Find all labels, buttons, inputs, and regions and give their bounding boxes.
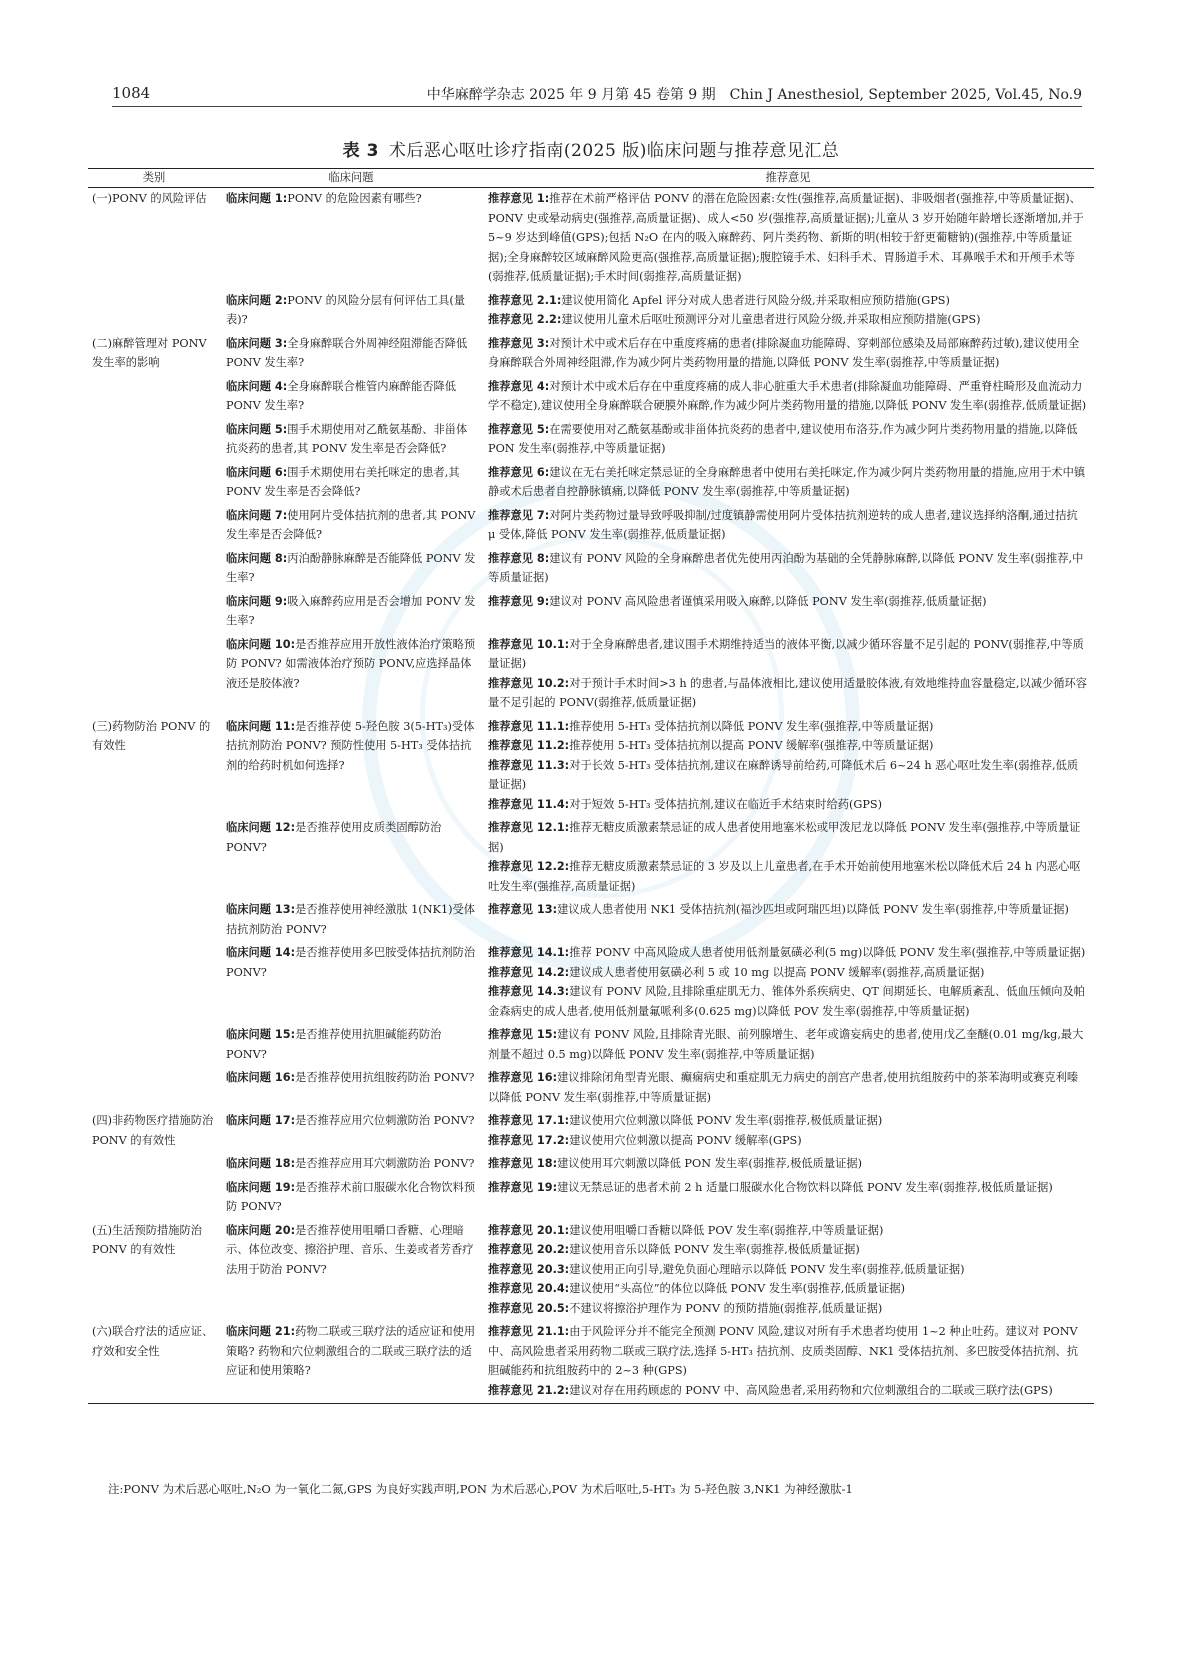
recommendation-item xyxy=(488,756,1088,795)
table-row xyxy=(88,419,1094,462)
recommendation-label: 推荐意见 20.1: xyxy=(488,1223,570,1237)
recommendation-text: 建议使用儿童术后呕吐预测评分对儿童患者进行风险分级,并采取相应预防措施(GPS) xyxy=(561,313,981,326)
recommendation-item xyxy=(488,717,1088,737)
clinical-question-cell xyxy=(220,716,482,818)
table-caption: 术后恶心呕吐诊疗指南(2025 版)临床问题与推荐意见汇总 xyxy=(388,141,840,161)
recommendation-text: 推荐 PONV 中高风险成人患者使用低剂量氨磺必利(5 mg)以降低 PONV 发生率(强推荐,中等质量证据) xyxy=(569,946,1086,959)
recommendation-item xyxy=(488,310,1088,330)
recommendation-item xyxy=(488,1240,1088,1260)
recommendation-label: 推荐意见 21.1: xyxy=(488,1325,570,1338)
question-text: 是否推荐使用神经激肽 1(NK1)受体拮抗剂防治 PONV? xyxy=(226,903,475,936)
recommendation-item xyxy=(488,963,1088,983)
recommendation-text: 建议使用穴位刺激以提高 PONV 缓解率(GPS) xyxy=(569,1133,802,1147)
question-text: 是否推荐使用咀嚼口香糖、心理暗示、体位改变、擦浴护理、音乐、生姜或者芳香疗法用于防治 PONV? xyxy=(226,1223,474,1276)
table-row xyxy=(88,188,1094,290)
category-cell: (二)麻醉管理对 PONV 发生率的影响 xyxy=(92,336,207,369)
question-text: 使用阿片受体拮抗剂的患者,其 PONV 发生率是否会降低? xyxy=(226,508,476,541)
recommendation-item xyxy=(488,334,1088,373)
recommendation-cell xyxy=(482,505,1094,548)
recommendation-item xyxy=(488,1068,1088,1107)
recommendation-text: 推荐使用 5-HT₃ 受体拮抗剂以降低 PONV 发生率(强推荐,中等质量证据) xyxy=(569,719,934,733)
recommendation-label: 推荐意见 20.2: xyxy=(488,1243,570,1256)
recommendation-item xyxy=(488,674,1088,713)
recommendation-cell xyxy=(482,817,1094,899)
recommendation-item xyxy=(488,1221,1088,1241)
recommendation-item xyxy=(488,189,1088,287)
recommendation-label: 推荐意见 17.1: xyxy=(488,1114,570,1127)
recommendation-text: 建议无禁忌证的患者术前 2 h 适量口服碳水化合物饮料以降低 PONV 发生率(弱推荐,极低质量证据) xyxy=(557,1180,1053,1194)
clinical-question-cell xyxy=(220,899,482,942)
header-category: 类别 xyxy=(142,171,166,184)
clinical-question-cell xyxy=(220,505,482,548)
recommendation-label: 推荐意见 14.3: xyxy=(488,985,570,998)
category-cell: (三)药物防治 PONV 的有效性 xyxy=(92,719,211,752)
recommendation-text: 推荐在术前严格评估 PONV 的潜在危险因素:女性(强推荐,高质量证据)、非吸烟者(强推荐,中等质量证据)、PONV 史或晕动病史(强推荐,高质量证据)、成人<50 岁(强推荐,高质量证据);儿童从 3 岁开始随年龄增长逐渐增加,并于 5~9 岁达到峰值(GPS);包括 N₂O 在内的吸入麻醉药、阿片类药物、新斯的明(相较于舒更葡糖钠)(强推荐,中等质量证据);全身麻醉较区域麻醉风险更高(强推荐,高质量证据);腹腔镜手术、妇科手术、胃肠道手术、耳鼻喉手术和开颅手术等(弱推荐,低质量证据);手术时间(弱推荐,高质量证据) xyxy=(488,192,1084,283)
recommendation-text: 建议对存在用药顾虑的 PONV 中、高风险患者,采用药物和穴位刺激组合的二联或三联疗法(GPS) xyxy=(569,1383,1053,1397)
recommendation-label: 推荐意见 15: xyxy=(488,1028,558,1041)
question-label: 临床问题 17: xyxy=(226,1114,296,1127)
recommendation-label: 推荐意见 10.2: xyxy=(488,676,570,690)
journal-citation: 中华麻醉学杂志 2025 年 9 月第 45 卷第 9 期 Chin J Anesthesiol, September 2025, Vol.45, No.9 xyxy=(426,87,1082,103)
table-row xyxy=(88,333,1094,376)
recommendation-label: 推荐意见 20.5: xyxy=(488,1301,570,1315)
recommendation-label: 推荐意见 6: xyxy=(488,465,550,479)
table-row xyxy=(88,505,1094,548)
question-label: 临床问题 15: xyxy=(226,1028,296,1041)
recommendation-label: 推荐意见 1: xyxy=(488,192,550,205)
category-cell xyxy=(88,1177,220,1220)
recommendation-text: 建议在无右美托咪定禁忌证的全身麻醉患者中使用右美托咪定,作为减少阿片类药物用量的措施,应用于术中镇静或术后患者自控静脉镇痛,以降低 PONV 发生率(弱推荐,中等质量证据) xyxy=(488,465,1086,498)
recommendation-item xyxy=(488,549,1088,588)
category-cell xyxy=(88,591,220,634)
recommendation-text: 对预计术中或术后存在中重度疼痛的成人非心脏重大手术患者(排除凝血功能障碍、严重脊柱畸形及血流动力学不稳定),建议使用全身麻醉联合硬膜外麻醉,作为减少阿片类药物用量的措施,以降低 PONV 发生率(弱推荐,低质量证据) xyxy=(488,379,1087,412)
table-title xyxy=(0,136,1182,161)
recommendation-item xyxy=(488,857,1088,896)
recommendation-item xyxy=(488,795,1088,815)
category-cell xyxy=(88,505,220,548)
recommendation-item xyxy=(488,1279,1088,1299)
recommendation-label: 推荐意见 2.2: xyxy=(488,313,562,326)
question-text: 是否推荐使用抗组胺药防治 PONV? xyxy=(295,1071,475,1084)
table-row xyxy=(88,1177,1094,1220)
question-text: 是否推荐使 5-羟色胺 3(5-HT₃)受体拮抗剂防治 PONV? 预防性使用 5-HT₃ 受体拮抗剂的给药时机如何选择? xyxy=(226,719,475,772)
recommendation-cell xyxy=(482,333,1094,376)
question-label: 临床问题 18: xyxy=(226,1157,296,1170)
header-recommendation: 推荐意见 xyxy=(765,171,811,184)
recommendation-item xyxy=(488,900,1088,920)
question-label: 临床问题 2: xyxy=(226,293,288,307)
question-text: 丙泊酚静脉麻醉是否能降低 PONV 发生率? xyxy=(226,551,476,584)
recommendation-item xyxy=(488,463,1088,502)
recommendation-cell xyxy=(482,1024,1094,1067)
question-text: 全身麻醉联合椎管内麻醉能否降低 PONV 发生率? xyxy=(226,379,457,412)
recommendation-label: 推荐意见 12.1: xyxy=(488,821,570,834)
table-row xyxy=(88,1220,1094,1322)
recommendation-text: 对预计术中或术后存在中重度疼痛的患者(排除凝血功能障碍、穿刺部位感染及局部麻醉药过敏),建议使用全身麻醉联合外周神经阻滞,作为减少阿片类药物用量的措施,以降低 PONV 发生率(弱推荐,中等质量证据) xyxy=(488,336,1080,369)
recommendation-cell xyxy=(482,419,1094,462)
recommendation-text: 在需要使用对乙酰氨基酚或非甾体抗炎药的患者中,建议使用布洛芬,作为减少阿片类药物用量的措施,以降低 PON 发生率(弱推荐,中等质量证据) xyxy=(488,422,1078,455)
recommendation-cell xyxy=(482,942,1094,1024)
table-row xyxy=(88,1321,1094,1404)
question-label: 临床问题 21: xyxy=(226,1325,296,1338)
table-footnote: 注:PONV 为术后恶心呕吐,N₂O 为一氧化二氮,GPS 为良好实践声明,PON 为术后恶心,POV 为术后呕吐,5-HT₃ 为 5-羟色胺 3,NK1 为神经激肽-1 xyxy=(108,1482,853,1496)
recommendation-text: 对于短效 5-HT₃ 受体拮抗剂,建议在临近手术结束时给药(GPS) xyxy=(569,797,882,811)
category-cell xyxy=(88,462,220,505)
recommendation-item xyxy=(488,1111,1088,1131)
table-header-row xyxy=(88,169,1094,188)
recommendation-label: 推荐意见 7: xyxy=(488,508,550,522)
category-cell xyxy=(88,1024,220,1067)
recommendation-text: 建议有 PONV 风险的全身麻醉患者优先使用丙泊酚为基础的全凭静脉麻醉,以降低 PONV 发生率(弱推荐,中等质量证据) xyxy=(488,551,1084,584)
question-text: 全身麻醉联合外周神经阻滞能否降低 PONV 发生率? xyxy=(226,336,468,369)
table-row xyxy=(88,1153,1094,1177)
recommendation-text: 建议排除闭角型青光眼、癫痫病史和重症肌无力病史的剖宫产患者,使用抗组胺药中的茶苯海明或赛克利嗪以降低 PONV 发生率(弱推荐,中等质量证据) xyxy=(488,1071,1079,1104)
recommendation-item xyxy=(488,1322,1088,1381)
recommendation-text: 对阿片类药物过量导致呼吸抑制/过度镇静需使用阿片受体拮抗剂逆转的成人患者,建议选择纳洛酮,通过拮抗 μ 受体,降低 PONV 发生率(弱推荐,低质量证据) xyxy=(488,508,1078,541)
clinical-question-cell xyxy=(220,376,482,419)
question-label: 临床问题 14: xyxy=(226,946,296,959)
clinical-question-cell xyxy=(220,462,482,505)
question-label: 临床问题 13: xyxy=(226,903,296,916)
recommendation-item xyxy=(488,377,1088,416)
recommendation-item xyxy=(488,1381,1088,1401)
recommendation-item xyxy=(488,291,1088,311)
recommendation-text: 对于预计手术时间>3 h 的患者,与晶体液相比,建议使用适量胶体液,有效地维持血容量稳定,以减少循环容量不足引起的 PONV(弱推荐,低质量证据) xyxy=(488,676,1087,709)
clinical-question-cell xyxy=(220,333,482,376)
table-row xyxy=(88,1110,1094,1153)
recommendation-cell xyxy=(482,716,1094,818)
category-cell: (四)非药物医疗措施防治 PONV 的有效性 xyxy=(92,1114,214,1147)
clinical-question-cell xyxy=(220,290,482,333)
recommendation-text: 推荐无糖皮质激素禁忌证的 3 岁及以上儿童患者,在手术开始前使用地塞米松以降低术后 24 h 内恶心呕吐发生率(强推荐,高质量证据) xyxy=(488,860,1081,893)
recommendation-label: 推荐意见 5: xyxy=(488,422,550,436)
recommendation-item xyxy=(488,736,1088,756)
recommendation-cell xyxy=(482,462,1094,505)
clinical-question-cell xyxy=(220,942,482,1024)
question-text: 是否推荐应用穴位刺激防治 PONV? xyxy=(295,1114,475,1127)
question-label: 临床问题 20: xyxy=(226,1223,296,1237)
category-cell xyxy=(88,1067,220,1110)
clinical-question-cell xyxy=(220,1067,482,1110)
recommendation-cell xyxy=(482,376,1094,419)
recommendation-cell xyxy=(482,1321,1094,1404)
category-cell xyxy=(88,290,220,333)
category-cell xyxy=(88,1153,220,1177)
recommendation-text: 对于长效 5-HT₃ 受体拮抗剂,建议在麻醉诱导前给药,可降低术后 6~24 h 恶心呕吐发生率(弱推荐,低质量证据) xyxy=(488,758,1079,791)
recommendation-text: 不建议将擦浴护理作为 PONV 的预防措施(弱推荐,低质量证据) xyxy=(569,1301,883,1315)
question-text: 是否推荐使用皮质类固醇防治 PONV? xyxy=(226,821,442,854)
table-row xyxy=(88,942,1094,1024)
clinical-question-cell xyxy=(220,634,482,716)
table-row xyxy=(88,899,1094,942)
clinical-question-cell xyxy=(220,1153,482,1177)
recommendation-text: 建议对 PONV 高风险患者谨慎采用吸入麻醉,以降低 PONV 发生率(弱推荐,低质量证据) xyxy=(549,594,987,608)
recommendation-label: 推荐意见 12.2: xyxy=(488,860,570,873)
question-label: 临床问题 16: xyxy=(226,1071,296,1084)
recommendation-item xyxy=(488,943,1088,963)
page-number: 1084 xyxy=(112,84,151,102)
question-text: 是否推荐术前口服碳水化合物饮料预防 PONV? xyxy=(226,1180,476,1213)
category-cell: (五)生活预防措施防治 PONV 的有效性 xyxy=(92,1223,203,1256)
question-text: 是否推荐使用抗胆碱能药防治 PONV? xyxy=(226,1028,442,1061)
table-row xyxy=(88,716,1094,818)
recommendation-label: 推荐意见 18: xyxy=(488,1157,558,1170)
table-row xyxy=(88,376,1094,419)
recommendation-item xyxy=(488,1178,1088,1198)
recommendation-item xyxy=(488,1131,1088,1151)
question-text: PONV 的危险因素有哪些? xyxy=(287,192,422,205)
recommendation-item xyxy=(488,420,1088,459)
question-text: 药物二联或三联疗法的适应证和使用策略? 药物和穴位刺激组合的二联或三联疗法的适应证和使用策略? xyxy=(226,1325,476,1377)
running-header xyxy=(112,84,1082,107)
recommendation-cell xyxy=(482,290,1094,333)
recommendation-label: 推荐意见 13: xyxy=(488,903,558,916)
recommendation-label: 推荐意见 3: xyxy=(488,336,550,350)
recommendation-item xyxy=(488,506,1088,545)
recommendation-label: 推荐意见 11.4: xyxy=(488,797,570,811)
clinical-question-cell xyxy=(220,591,482,634)
recommendation-text: 建议使用穴位刺激以降低 PONV 发生率(弱推荐,极低质量证据) xyxy=(569,1114,883,1127)
question-text: 围手术期使用右美托咪定的患者,其 PONV 发生率是否会降低? xyxy=(226,465,460,498)
recommendation-label: 推荐意见 20.4: xyxy=(488,1282,570,1295)
recommendation-label: 推荐意见 16: xyxy=(488,1071,558,1084)
recommendation-label: 推荐意见 9: xyxy=(488,594,550,608)
recommendation-text: 建议使用简化 Apfel 评分对成人患者进行风险分级,并采取相应预防措施(GPS) xyxy=(561,293,950,307)
clinical-question-cell xyxy=(220,1177,482,1220)
recommendation-text: 对于全身麻醉患者,建议围手术期维持适当的液体平衡,以减少循环容量不足引起的 PONV(弱推荐,中等质量证据) xyxy=(488,637,1084,670)
recommendation-text: 建议使用正向引导,避免负面心理暗示以降低 PONV 发生率(弱推荐,低质量证据) xyxy=(569,1262,965,1276)
recommendation-text: 建议使用音乐以降低 PONV 发生率(弱推荐,极低质量证据) xyxy=(569,1243,860,1256)
category-cell xyxy=(88,634,220,716)
question-label: 临床问题 19: xyxy=(226,1180,296,1194)
recommendation-text: 建议有 PONV 风险,且排除重症肌无力、锥体外系疾病史、QT 间期延长、电解质紊乱、低血压倾向及帕金森病史的成人患者,使用低剂量氟哌利多(0.625 mg)以降低 POV 发生率(弱推荐,中等质量证据) xyxy=(488,985,1085,1018)
recommendation-label: 推荐意见 11.3: xyxy=(488,758,570,772)
recommendation-cell xyxy=(482,634,1094,716)
question-text: PONV 的风险分层有何评估工具(量表)? xyxy=(226,293,465,326)
recommendation-text: 建议使用耳穴刺激以降低 PON 发生率(弱推荐,极低质量证据) xyxy=(557,1157,862,1170)
recommendation-cell xyxy=(482,1110,1094,1153)
table-row xyxy=(88,1024,1094,1067)
table-row xyxy=(88,817,1094,899)
category-cell xyxy=(88,899,220,942)
table-row xyxy=(88,591,1094,634)
recommendation-item xyxy=(488,635,1088,674)
clinical-question-cell xyxy=(220,1024,482,1067)
recommendation-item xyxy=(488,1260,1088,1280)
question-text: 是否推荐应用开放性液体治疗策略预防 PONV? 如需液体治疗预防 PONV,应选择晶体液还是胶体液? xyxy=(226,637,476,690)
clinical-question-cell xyxy=(220,419,482,462)
recommendation-text: 建议有 PONV 风险,且排除青光眼、前列腺增生、老年或谵妄病史的患者,使用戊乙奎醚(0.01 mg/kg,最大剂量不超过 0.5 mg)以降低 PONV 发生率(弱推荐,中等质量证据) xyxy=(488,1028,1084,1061)
recommendation-label: 推荐意见 11.2: xyxy=(488,739,570,752)
recommendation-label: 推荐意见 17.2: xyxy=(488,1133,570,1147)
table-row xyxy=(88,462,1094,505)
clinical-question-cell xyxy=(220,1220,482,1322)
recommendation-cell xyxy=(482,1177,1094,1220)
recommendation-text: 建议成人患者使用氨磺必利 5 或 10 mg 以提高 PONV 缓解率(弱推荐,高质量证据) xyxy=(569,965,985,979)
recommendation-label: 推荐意见 21.2: xyxy=(488,1383,570,1397)
recommendation-item xyxy=(488,592,1088,612)
recommendation-label: 推荐意见 14.2: xyxy=(488,965,570,979)
clinical-question-cell xyxy=(220,188,482,290)
question-label: 临床问题 3: xyxy=(226,336,288,350)
clinical-question-cell xyxy=(220,1110,482,1153)
question-label: 临床问题 11: xyxy=(226,719,296,733)
recommendations-table xyxy=(88,168,1094,1404)
recommendation-item xyxy=(488,1154,1088,1174)
question-label: 临床问题 1: xyxy=(226,192,288,205)
table-row xyxy=(88,1067,1094,1110)
category-cell xyxy=(88,419,220,462)
recommendation-label: 推荐意见 8: xyxy=(488,551,550,565)
question-label: 临床问题 7: xyxy=(226,508,288,522)
category-cell xyxy=(88,942,220,1024)
category-cell: (六)联合疗法的适应证、疗效和安全性 xyxy=(92,1325,214,1358)
question-text: 吸入麻醉药应用是否会增加 PONV 发生率? xyxy=(226,594,476,627)
table-row xyxy=(88,548,1094,591)
recommendation-text: 推荐使用 5-HT₃ 受体拮抗剂以提高 PONV 缓解率(强推荐,中等质量证据) xyxy=(569,739,934,752)
recommendation-cell xyxy=(482,591,1094,634)
recommendation-cell xyxy=(482,1153,1094,1177)
category-cell xyxy=(88,817,220,899)
header-clinical-question: 临床问题 xyxy=(328,171,374,184)
question-text: 围手术期使用对乙酰氨基酚、非甾体抗炎药的患者,其 PONV 发生率是否会降低? xyxy=(226,422,468,455)
recommendation-item xyxy=(488,818,1088,857)
category-cell xyxy=(88,548,220,591)
recommendation-text: 建议使用咀嚼口香糖以降低 POV 发生率(弱推荐,中等质量证据) xyxy=(569,1223,884,1237)
recommendation-label: 推荐意见 4: xyxy=(488,379,550,393)
clinical-question-cell xyxy=(220,817,482,899)
question-label: 临床问题 12: xyxy=(226,821,296,834)
question-label: 临床问题 6: xyxy=(226,465,288,479)
recommendation-cell xyxy=(482,188,1094,290)
clinical-question-cell xyxy=(220,548,482,591)
category-cell: (一)PONV 的风险评估 xyxy=(92,192,207,205)
recommendation-text: 推荐无糖皮质激素禁忌证的成人患者使用地塞米松或甲泼尼龙以降低 PONV 发生率(强推荐,中等质量证据) xyxy=(488,821,1081,854)
question-label: 临床问题 5: xyxy=(226,422,288,436)
table-row xyxy=(88,290,1094,333)
recommendation-label: 推荐意见 2.1: xyxy=(488,293,562,307)
recommendation-label: 推荐意见 14.1: xyxy=(488,946,570,959)
question-label: 临床问题 4: xyxy=(226,379,288,393)
table-row xyxy=(88,634,1094,716)
recommendation-item xyxy=(488,1025,1088,1064)
table-number: 表 3 xyxy=(342,141,379,161)
recommendation-text: 由于风险评分并不能完全预测 PONV 风险,建议对所有手术患者均使用 1~2 种止吐药。建议对 PONV 中、高风险患者采用药物二联或三联疗法,选择 5-HT₃ 拮抗剂、皮质类固醇、NK1 受体拮抗剂、多巴胺受体拮抗剂、抗胆碱能药和抗组胺药中的 2~3 种(GPS) xyxy=(488,1325,1078,1377)
recommendation-label: 推荐意见 19: xyxy=(488,1180,558,1194)
recommendation-cell xyxy=(482,548,1094,591)
recommendation-cell xyxy=(482,899,1094,942)
recommendation-item xyxy=(488,982,1088,1021)
recommendation-label: 推荐意见 10.1: xyxy=(488,637,570,651)
recommendation-label: 推荐意见 11.1: xyxy=(488,719,570,733)
question-label: 临床问题 9: xyxy=(226,594,288,608)
recommendation-cell xyxy=(482,1220,1094,1322)
recommendation-text: 建议使用“头高位”的体位以降低 PONV 发生率(弱推荐,低质量证据) xyxy=(569,1282,905,1295)
question-label: 临床问题 10: xyxy=(226,637,296,651)
clinical-question-cell xyxy=(220,1321,482,1404)
category-cell xyxy=(88,376,220,419)
recommendation-item xyxy=(488,1299,1088,1319)
question-text: 是否推荐使用多巴胺受体拮抗剂防治 PONV? xyxy=(226,946,476,979)
question-text: 是否推荐应用耳穴刺激防治 PONV? xyxy=(295,1157,475,1170)
question-label: 临床问题 8: xyxy=(226,551,288,565)
recommendation-cell xyxy=(482,1067,1094,1110)
recommendation-label: 推荐意见 20.3: xyxy=(488,1262,570,1276)
recommendation-text: 建议成人患者使用 NK1 受体拮抗剂(福沙匹坦或阿瑞匹坦)以降低 PONV 发生率(弱推荐,中等质量证据) xyxy=(557,903,1069,916)
